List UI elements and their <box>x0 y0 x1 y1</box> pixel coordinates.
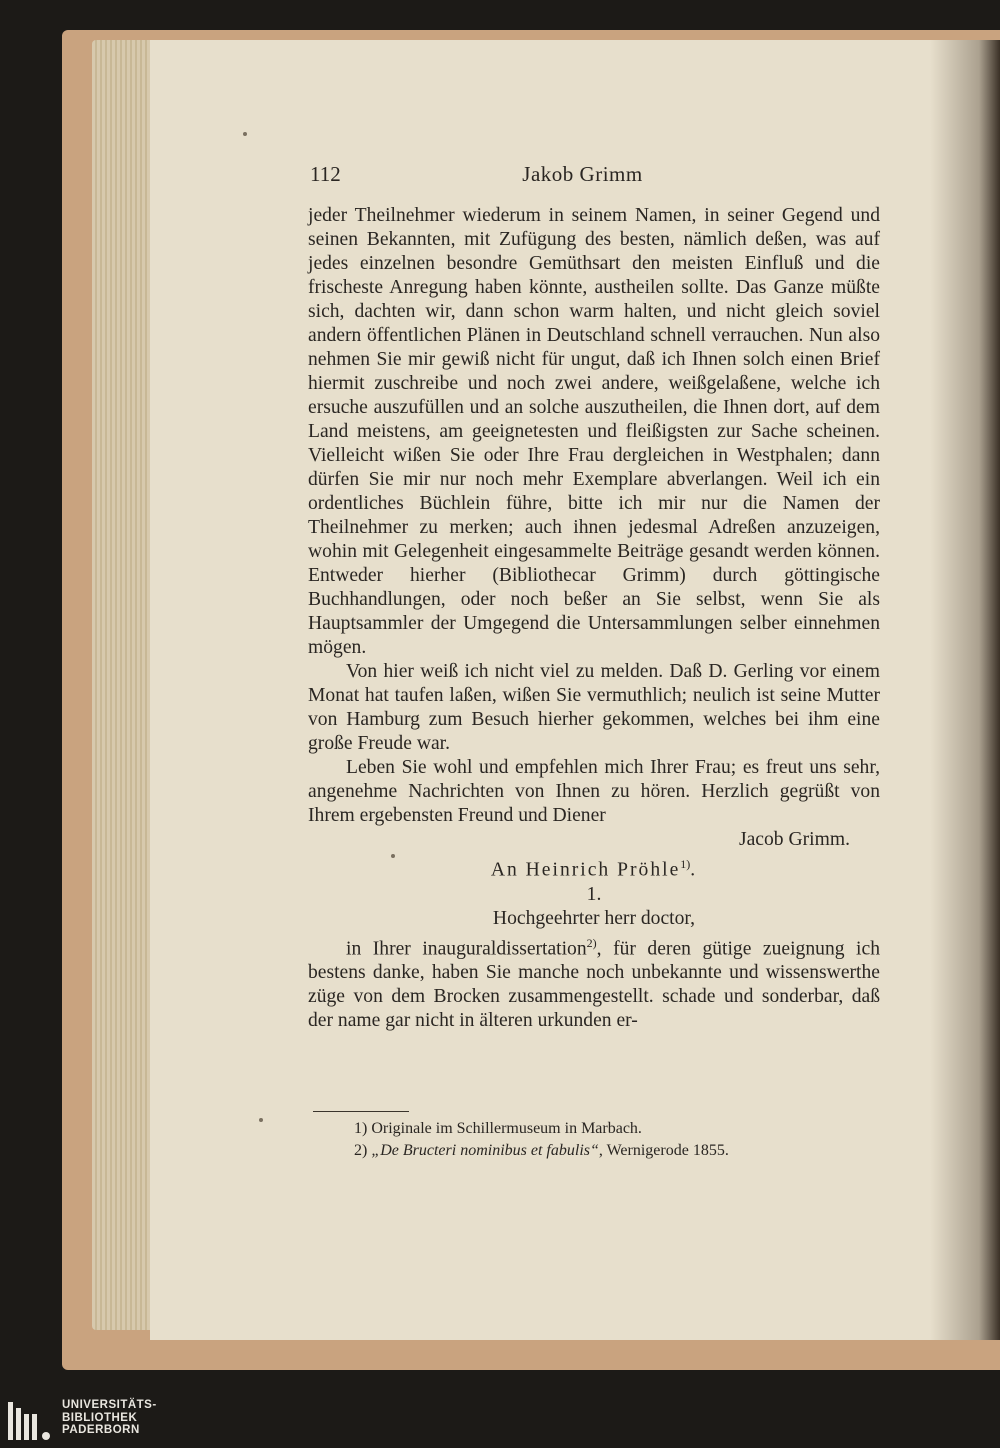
footnote <box>354 1140 874 1162</box>
heading-note-ref: 1) <box>680 857 691 871</box>
paragraph-text: , für deren gütige zueignung ich bestens danke, haben Sie manche noch unbekannte und wissenswerthe züge von dem Brocken zusammengestellt. schade und sonderbar, daß der name gar nicht in älteren urkunden er- <box>308 938 880 1032</box>
salutation: Hochgeehrter herr doctor, <box>492 907 696 929</box>
section-heading: An Heinrich Pröhle$^{1)}$. <box>490 857 698 881</box>
page-number: 112 <box>310 162 341 186</box>
library-logo-icon <box>6 1400 54 1444</box>
footnote <box>354 1118 874 1140</box>
footnote-rule <box>313 1111 409 1112</box>
note-ref: 2) <box>586 935 597 950</box>
letter-paragraph: Leben Sie wohl und empfehlen mich Ihrer Frau; es freut uns sehr, angenehme Nachrichten von Ihnen zu hören. Herzlich gegrüßt von Ihrem ergebensten Freund und Diener <box>308 757 880 826</box>
letter-paragraph: jeder Theilnehmer wiederum in seinem Namen, in seiner Gegend und seinen Bekannten, mit Zufügung des besten, nämlich deßen, was auf jedes einzelnen besondre Gemüthsart den meisten Einfluß und die frischeste Anregung haben könnte, austheilen sollte. Das Ganze müßte sich, dachten wir, dann schon warm halten, und nicht gleich soviel andern öffentlichen Plänen in Deutschland schnell verrauchen. Nun also nehmen Sie mir gewiß nicht für ungut, daß ich Ihnen solch einen Brief hiermit zuschreibe und noch zwei andere, weißgelaßene, welche ich ersuche auszufüllen und an solche auszutheilen, die Ihnen dort, auf dem Land meistens, am geeignetesten und fleißigsten zur Sache scheinen. Vielleicht wißen Sie oder Ihre Frau dergleichen in Westphalen; dann dürfen Sie mir nur noch mehr Exemplare abverlangen. Weil ich ein ordentliches Büchlein führe, bitte ich mir nur die Namen der Theilnehmer zu merken; auch ihnen jedesmal Adreßen anzuzeigen, wohin mit Gelegenheit eingesammelte Beiträge gesandt werden können. Entweder hierher (Bibliothecar Grimm) durch göttingische Buchhandlungen, oder noch beßer an Sie selbst, wenn Sie als Hauptsammler der Umgegend die Untersammlungen selber einnehmen mögen. <box>308 205 880 658</box>
letter-number: 1. <box>586 883 602 905</box>
main-text <box>308 204 880 1033</box>
logo-line: PADERBORN <box>62 1424 140 1436</box>
footnote-text: Originale im Schillermuseum in Marbach. <box>371 1120 642 1137</box>
paper-speck <box>243 132 247 136</box>
paragraph-text: in Ihrer inauguraldissertation <box>346 938 587 960</box>
running-title: Jakob Grimm <box>522 162 643 186</box>
logo-line: BIBLIOTHEK <box>62 1411 138 1424</box>
footnote-title: „De Bructeri nominibus et fabulis“ <box>371 1142 599 1159</box>
paper-speck <box>259 1118 263 1122</box>
signature: Jacob Grimm. <box>738 829 850 850</box>
book-gutter <box>930 40 1000 1340</box>
footnotes <box>354 1118 874 1162</box>
library-logo-text <box>62 1399 157 1437</box>
letter-paragraph: Von hier weiß ich nicht viel zu melden. Daß D. Gerling vor einem Monat hat taufen laßen, wißen Sie vermuthlich; neulich ist seine Mutter von Hamburg zum Besuch hierher gekommen, welches bei ihm eine große Freude war. <box>308 661 880 754</box>
footnote-marker: 1) <box>354 1120 368 1137</box>
footnote-text: , Wernigerode 1855. <box>598 1142 729 1159</box>
section-heading-text: An Heinrich Pröhle <box>490 859 681 881</box>
letter-paragraph <box>308 931 880 1034</box>
footnote-marker: 2) <box>354 1142 368 1159</box>
logo-line: UNIVERSITÄTS- <box>62 1399 157 1411</box>
